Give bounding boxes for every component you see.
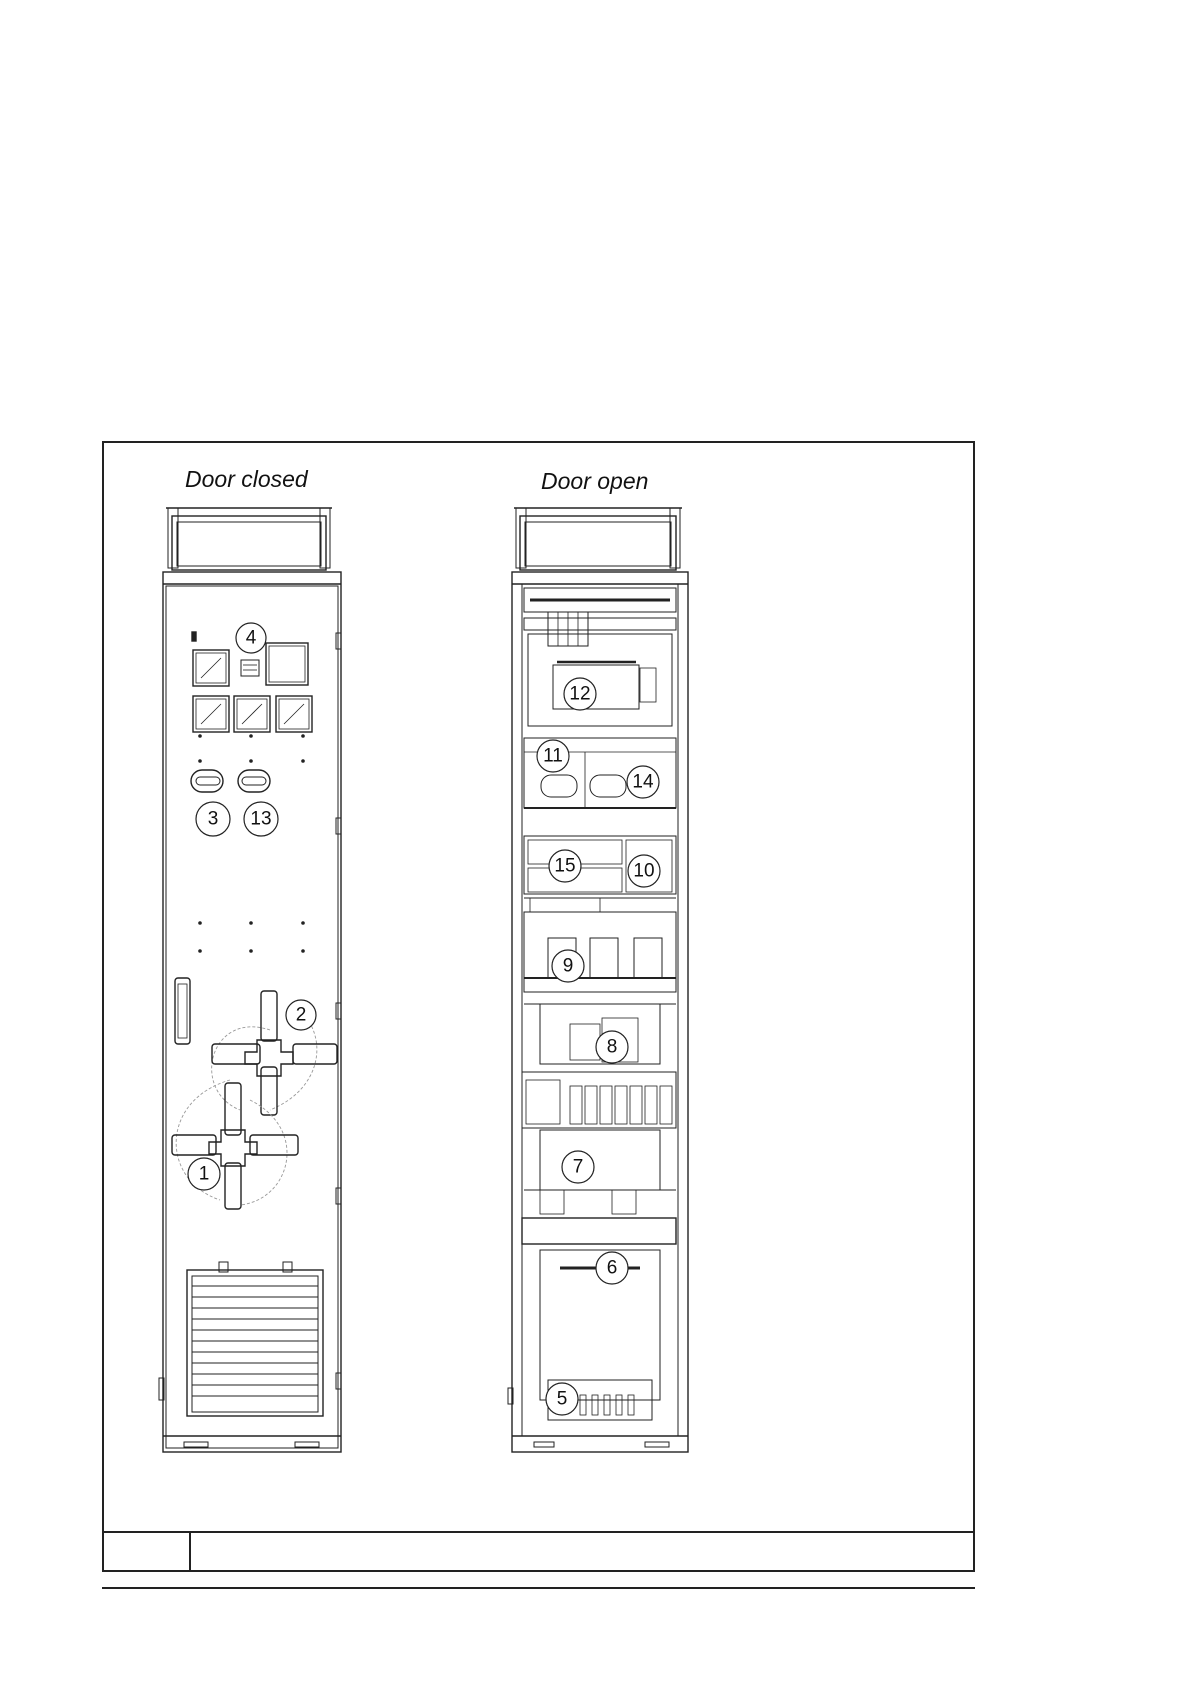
- selector-switch: [238, 770, 270, 792]
- svg-text:12: 12: [569, 683, 591, 705]
- cross-bar: [522, 1218, 676, 1244]
- callout-14: [627, 766, 659, 798]
- callout-12: [564, 678, 596, 710]
- open-cabinet-frame: [512, 572, 688, 1452]
- door-handle: [175, 978, 190, 1044]
- rotary-handle: [172, 1080, 298, 1209]
- svg-text:11: 11: [543, 745, 563, 767]
- terminal-block: [522, 1072, 676, 1128]
- closed-top-hood: [172, 516, 326, 570]
- callout-3: [196, 802, 230, 836]
- door-closed-title: Door closed: [185, 466, 308, 492]
- callout-13: [244, 802, 278, 836]
- callout-2: [286, 1000, 316, 1030]
- callout-15: [549, 850, 581, 882]
- callout-6: [596, 1252, 628, 1284]
- callout-5: [546, 1383, 578, 1415]
- svg-text:3: 3: [207, 808, 219, 830]
- svg-text:10: 10: [633, 860, 655, 882]
- svg-text:6: 6: [606, 1257, 618, 1279]
- svg-text:7: 7: [572, 1156, 584, 1178]
- svg-text:8: 8: [606, 1036, 618, 1058]
- rotary-handle: [212, 991, 337, 1115]
- svg-text:1: 1: [198, 1163, 210, 1185]
- svg-text:15: 15: [554, 855, 576, 877]
- callout-1: [188, 1158, 220, 1190]
- svg-text:9: 9: [562, 955, 574, 977]
- callout-9: [552, 950, 584, 982]
- svg-text:14: 14: [632, 771, 654, 793]
- callout-10: [628, 855, 660, 887]
- svg-text:2: 2: [295, 1004, 307, 1026]
- svg-text:4: 4: [245, 627, 257, 649]
- air-grille: [187, 1270, 323, 1416]
- fuse-section: [524, 912, 676, 992]
- callout-4: [236, 623, 266, 653]
- svg-text:5: 5: [556, 1388, 568, 1410]
- door-open-title: Door open: [541, 468, 649, 494]
- supply-compartment: [528, 634, 672, 726]
- callout-7: [562, 1151, 594, 1183]
- svg-text:13: 13: [250, 808, 272, 830]
- callout-8: [596, 1031, 628, 1063]
- meter: [266, 643, 308, 685]
- callout-11: [537, 740, 569, 772]
- open-top-hood: [520, 516, 676, 570]
- open-cabinet: [508, 508, 688, 1452]
